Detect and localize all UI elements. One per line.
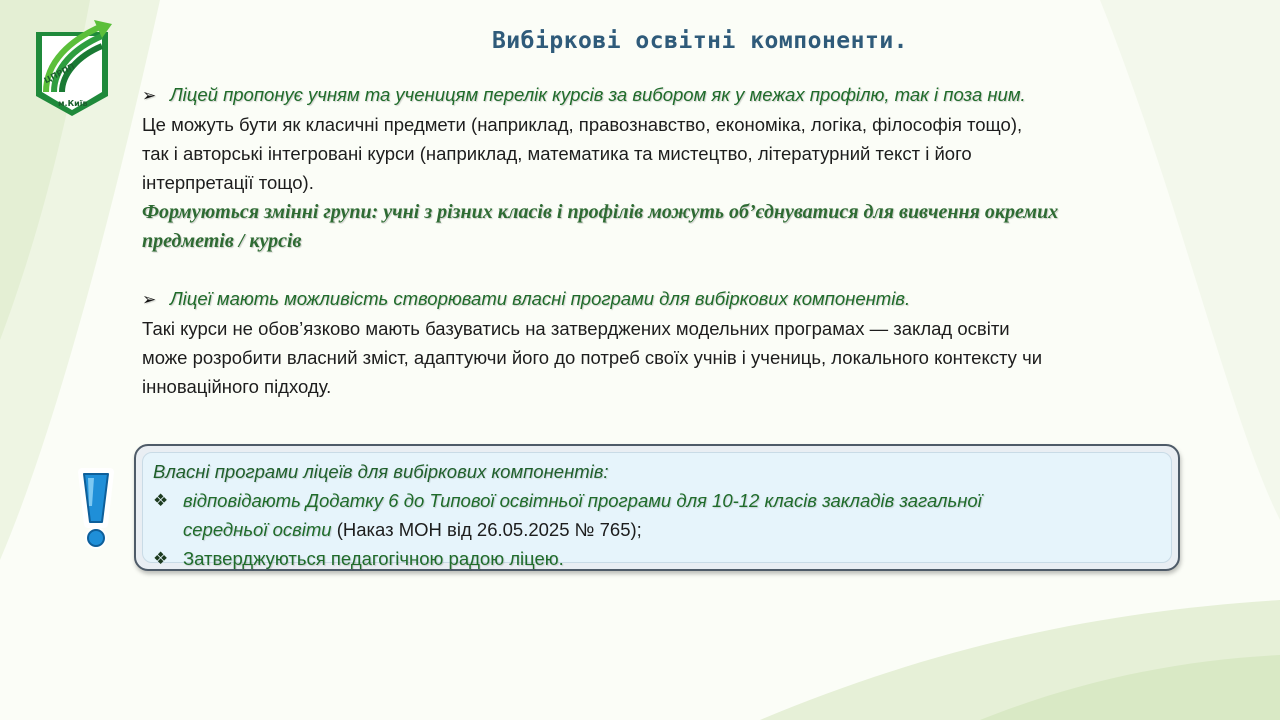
paragraph-1 xyxy=(142,110,1232,197)
arrowhead-bullet-icon: ➢ xyxy=(142,86,157,105)
four-diamond-bullet-icon: ❖ xyxy=(153,549,169,568)
four-diamond-bullet-icon: ❖ xyxy=(153,491,169,510)
bullet-item-2 xyxy=(142,284,1232,314)
paragraph-2 xyxy=(142,314,1232,401)
exclamation-icon xyxy=(74,466,118,554)
callout-item-2 xyxy=(153,544,1161,573)
callout-item-1 xyxy=(153,486,1161,544)
own-programs-callout xyxy=(134,444,1180,571)
callout-item-1-line-2 xyxy=(183,515,1161,544)
groups-note-line: предметів / курсів xyxy=(142,230,302,252)
logo-bottom-text: м.Київ xyxy=(58,99,88,108)
paragraph-2-line: може розробити власний зміст, адаптуючи його до потреб своїх учнів і учениць, локального контексту чи xyxy=(142,347,1043,368)
arrowhead-bullet-icon: ➢ xyxy=(142,290,157,309)
bullet-1-text: Ліцей пропонує учням та ученицям перелік курсів за вибором як у межах профілю, так і поза ним. xyxy=(170,84,1026,105)
main-content xyxy=(142,80,1232,401)
logo-top-text: ЦПРПП xyxy=(42,61,77,86)
paragraph-2-line: Такі курси не обов’язково мають базуватись на затверджених модельних програмах — заклад освіти xyxy=(142,318,1010,339)
callout-item-1-italic: середньої освіти xyxy=(183,519,332,540)
groups-note-line: Формуються змінні групи: учні з різних класів і профілів можуть об’єднуватися для вивчення окремих xyxy=(142,201,1059,223)
bullet-item-1 xyxy=(142,80,1232,110)
callout-item-1-order-ref: (Наказ МОН від 26.05.2025 № 765); xyxy=(331,519,642,540)
paragraph-2-line: інноваційного підходу. xyxy=(142,376,332,397)
callout-item-2-text: Затверджуються педагогічною радою ліцею. xyxy=(183,548,564,569)
callout-inner xyxy=(142,452,1172,569)
callout-heading: Власні програми ліцеїв для вибіркових компонентів: xyxy=(153,461,609,482)
bullet-2-text: Ліцеї мають можливість створювати власні програми для вибіркових компонентів. xyxy=(170,288,911,309)
paragraph-1-line: інтерпретації тощо). xyxy=(142,172,314,193)
paragraph-1-line: Це можуть бути як класичні предмети (наприклад, правознавство, економіка, логіка, філософія тощо), xyxy=(142,114,1023,135)
page-title: Вибіркові освітні компоненти. xyxy=(491,28,909,54)
callout-item-1-line-1: відповідають Додатку 6 до Типової освітньої програми для 10-12 класів закладів загальної xyxy=(183,490,982,511)
groups-note xyxy=(142,198,1232,256)
paragraph-1-line: так і авторські інтегровані курси (наприклад, математика та мистецтво, літературний текст і його xyxy=(142,143,972,164)
